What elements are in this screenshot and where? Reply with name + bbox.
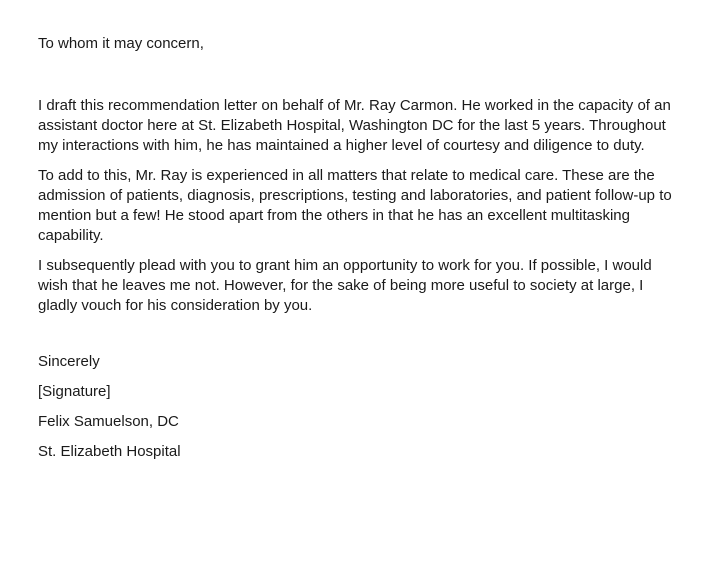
- closing: Sincerely: [38, 353, 100, 370]
- body-paragraph-1: I draft this recommendation letter on behalf of Mr. Ray Carmon. He worked in the capacity of an assistant doctor here at St. Elizabeth Hospital, Washington DC for the last 5 years. Throughout my interactions with him, he has maintained a higher level of courtesy and diligence to duty.: [38, 97, 671, 154]
- signature-placeholder: [Signature]: [38, 383, 111, 400]
- recommendation-letter: [38, 34, 678, 472]
- sender-name: Felix Samuelson, DC: [38, 413, 179, 430]
- body-paragraph-3: I subsequently plead with you to grant him an opportunity to work for you. If possible, I would wish that he leaves me not. However, for the sake of being more useful to society at large, I gladly vouch for his consideration by you.: [38, 257, 652, 314]
- salutation: To whom it may concern,: [38, 35, 204, 52]
- body-paragraph-2: To add to this, Mr. Ray is experienced in all matters that relate to medical care. These are the admission of patients, diagnosis, prescriptions, testing and laboratories, and patient follow-up to mention but a few! He stood apart from the others in that he has an excellent multitasking capability.: [38, 167, 672, 244]
- closing-block: [38, 352, 678, 462]
- sender-organization: St. Elizabeth Hospital: [38, 443, 181, 460]
